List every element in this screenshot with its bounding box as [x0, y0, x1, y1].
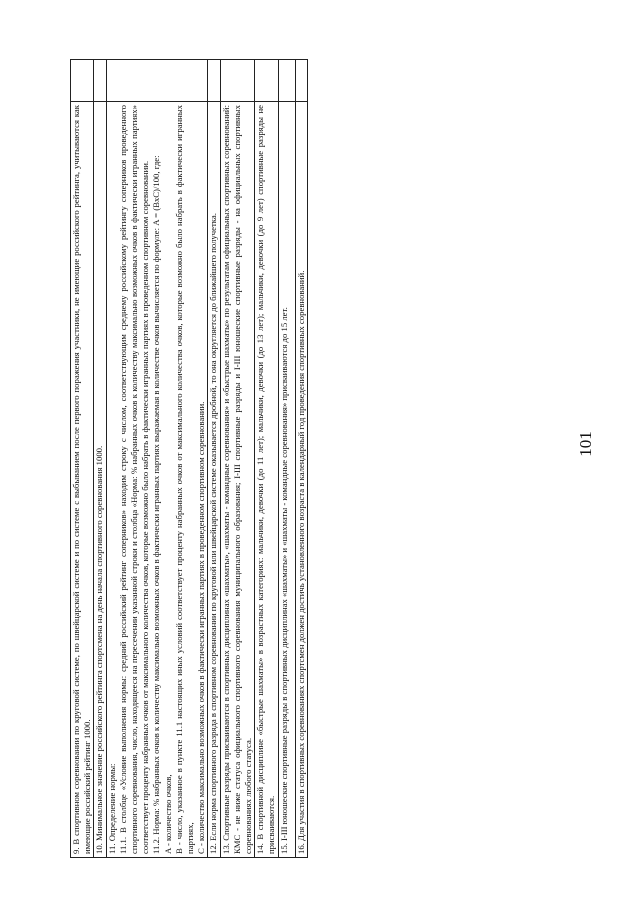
paragraph: 11. Определение нормы: [106, 763, 117, 854]
blank-margin-cell [295, 60, 307, 102]
paragraph: 13. Спортивные разряды присваиваются в спортивных дисциплинах «шахматы», «шахматы - командные соревнования» и «быстрые шахматы» по результатам официальных спортивных соревнований: КМС - не ниже статуса официального спортивного соревнования муниципального образования; I-III спортивные разряды и I-III юношеские спортивные разряды - на официальных спортивных соревнованиях любого статуса. [220, 105, 254, 854]
conditions-table-body [71, 60, 308, 858]
table-row [71, 60, 94, 858]
row-spacing [290, 105, 295, 854]
table-row [278, 60, 295, 858]
paragraph: 16. Для участия в спортивных соревнованиях спортсмен должен достичь установленного возраста в календарный год проведения спортивных соревнований. [295, 270, 306, 854]
page-number: 101 [576, 431, 595, 457]
table-row [106, 60, 208, 858]
table-row [255, 60, 278, 858]
blank-margin-cell [220, 60, 255, 102]
table-cell [220, 102, 255, 858]
blank-margin-cell [278, 60, 295, 102]
table-row [208, 60, 220, 858]
table-row [295, 60, 307, 858]
blank-margin-cell [71, 60, 94, 102]
table-row [220, 60, 255, 858]
table-row [94, 60, 106, 858]
paragraph: A - количество очков, [162, 774, 173, 854]
paragraph: 14. В спортивной дисциплине «быстрые шахматы» в возрастных категориях: мальчики, девочки (до 11 лет); мальчики, девочки (до 13 лет); мальчики, девочки (до 9 лет) спортивные разряды не присваиваются. [255, 105, 277, 854]
blank-margin-cell [208, 60, 220, 102]
table-cell [208, 102, 220, 858]
rotated-page-content [70, 60, 370, 858]
conditions-table [70, 59, 308, 858]
blank-margin-cell [255, 60, 278, 102]
paragraph: 9. В спортивном соревновании по круговой системе, по швейцарской системе и по системе с выбыванием после первого поражения участники, не имеющие российского рейтинга, учитываются как имеющие российский рейтинг 1000. [71, 105, 93, 854]
table-cell [278, 102, 295, 858]
paragraph: 11.2. Норма: % набранных очков к количеству максимально возможных очков в фактически игранных партиях выражаемая в количестве очков вычисляется по формуле: A = (BxC)/100, где: [151, 155, 162, 854]
blank-margin-cell [106, 60, 208, 102]
paragraph: C - количество максимально возможных очков в фактически игранных партиях в проведенном спортивном соревновании. [196, 401, 207, 854]
table-cell [94, 102, 106, 858]
paragraph: 11.1. В столбце «Условие выполнения нормы: средний российский рейтинг соперников» находим строку с числом, соответствующим среднему российскому рейтингу соперников проведенного спортивного соревнования, число, находящееся на пересечении указанной строки и столбца «Норма: % набранных очков к количеству максимально возможных очков в фактически игранных партиях» соответствует проценту набранных очков от максимального количества очков, которые возможно было набрать в фактически игранных партиях в проведенном спортивном соревновании. [117, 105, 151, 854]
paragraph: B - число, указанное в пункте 11.1 настоящих иных условий соответствует проценту набранных очков от максимального количества очков, которые возможно было набрать в фактически игранных партиях, [173, 105, 196, 854]
paragraph: 10. Минимальное значение российского рейтинга спортсмена на день начала спортивного соревнования 1000. [94, 445, 105, 854]
table-cell [71, 102, 94, 858]
table-cell [255, 102, 278, 858]
paragraph: 12. Если норма спортивного разряда в спортивном соревновании по круговой или швейцарской системе оказывается дробной, то она округляется до ближайшего получетка. [208, 213, 219, 854]
paragraph: 15. I-III юношеские спортивные разряды в спортивных дисциплинах «шахматы» и «шахматы - командные соревнования» присваиваются до 15 лет. [278, 307, 289, 854]
table-cell [295, 102, 307, 858]
blank-margin-cell [94, 60, 106, 102]
table-cell [106, 102, 208, 858]
